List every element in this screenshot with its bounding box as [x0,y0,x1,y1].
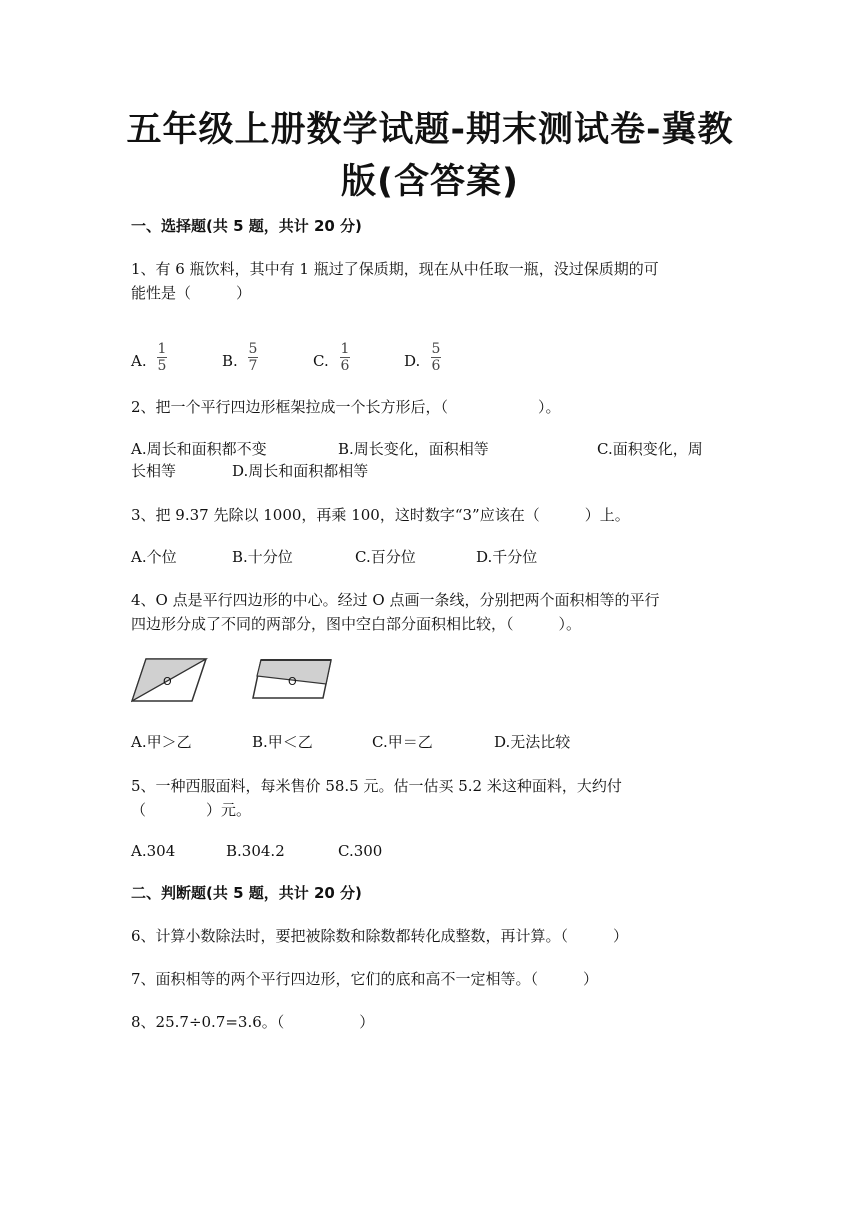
q1-option-b-label: B. [222,352,238,370]
q5-option-b: B.304.2 [226,842,285,860]
q4-option-d: D.无法比较 [494,733,571,751]
q2-option-c-continued: 长相等 [131,462,177,480]
question-8: 8、25.7÷0.7=3.6。（ ） [131,1013,375,1031]
section-heading-judgement: 二、判断题(共 5 题，共计 20 分) [131,884,362,902]
page-title [100,104,760,208]
q1-option-a-fraction [157,342,167,373]
q2-option-d: D.周长和面积都相等 [232,462,369,480]
question-1 [131,257,731,305]
q2-option-c: C.面积变化，周 [597,440,703,458]
fraction-denominator: 5 [157,358,167,374]
fraction-denominator: 6 [340,358,350,374]
q1-option-d-label: D. [404,352,421,370]
q2-option-b: B.周长变化，面积相等 [338,440,489,458]
fraction-numerator: 1 [157,341,167,357]
q1-option-a-label: A. [131,352,147,370]
question-6: 6、计算小数除法时，要把被除数和除数都转化成整数，再计算。（ ） [131,927,629,945]
fraction-denominator: 6 [431,358,441,374]
q5-option-a: A.304 [131,842,176,860]
parallelogram-figure-1 [128,656,212,704]
question-4 [131,588,731,636]
q3-option-d: D.千分位 [476,548,538,566]
q4-option-c: C.甲＝乙 [372,733,433,751]
fraction-numerator: 5 [431,341,441,357]
q1-option-d-fraction [431,342,441,373]
q3-option-c: C.百分位 [355,548,416,566]
q5-option-c: C.300 [338,842,383,860]
section-heading-choice: 一、选择题(共 5 题，共计 20 分) [131,217,362,235]
q1-option-c-fraction [340,342,350,373]
fraction-numerator: 1 [340,341,350,357]
parallelogram-figure-2 [252,656,334,702]
q3-option-a: A.个位 [131,548,177,566]
fraction-numerator: 5 [248,341,258,357]
q4-option-a: A.甲＞乙 [131,733,192,751]
question-1-line-2: 能性是（ ） [131,284,252,302]
center-point-label: O [163,675,172,688]
center-point-label: O [288,675,297,688]
q2-option-a: A.周长和面积都不变 [131,440,267,458]
question-5 [131,774,731,822]
question-5-line-1: 5、一种西服面料，每米售价 58.5 元。估一估买 5.2 米这种面料，大约付 [131,777,622,795]
title-line-2: 版(含答案) [341,162,519,202]
question-1-line-1: 1、有 6 瓶饮料，其中有 1 瓶过了保质期，现在从中任取一瓶，没过保质期的可 [131,260,659,278]
question-5-line-2: （ ）元。 [131,801,252,819]
q1-option-b-fraction [248,342,258,373]
question-4-line-1: 4、O 点是平行四边形的中心。经过 O 点画一条线，分别把两个面积相等的平行 [131,591,660,609]
q3-option-b: B.十分位 [232,548,293,566]
question-3: 3、把 9.37 先除以 1000，再乘 100，这时数字“3”应该在（ ）上。 [131,506,630,524]
question-4-line-2: 四边形分成了不同的两部分，图中空白部分面积相比较，（ ）。 [131,615,582,633]
title-line-1: 五年级上册数学试题-期末测试卷-冀教 [126,110,734,150]
question-7: 7、面积相等的两个平行四边形，它们的底和高不一定相等。（ ） [131,970,599,988]
question-2: 2、把一个平行四边形框架拉成一个长方形后，（ ）。 [131,398,561,416]
q1-option-c-label: C. [313,352,329,370]
fraction-denominator: 7 [248,358,258,374]
q4-option-b: B.甲＜乙 [252,733,313,751]
